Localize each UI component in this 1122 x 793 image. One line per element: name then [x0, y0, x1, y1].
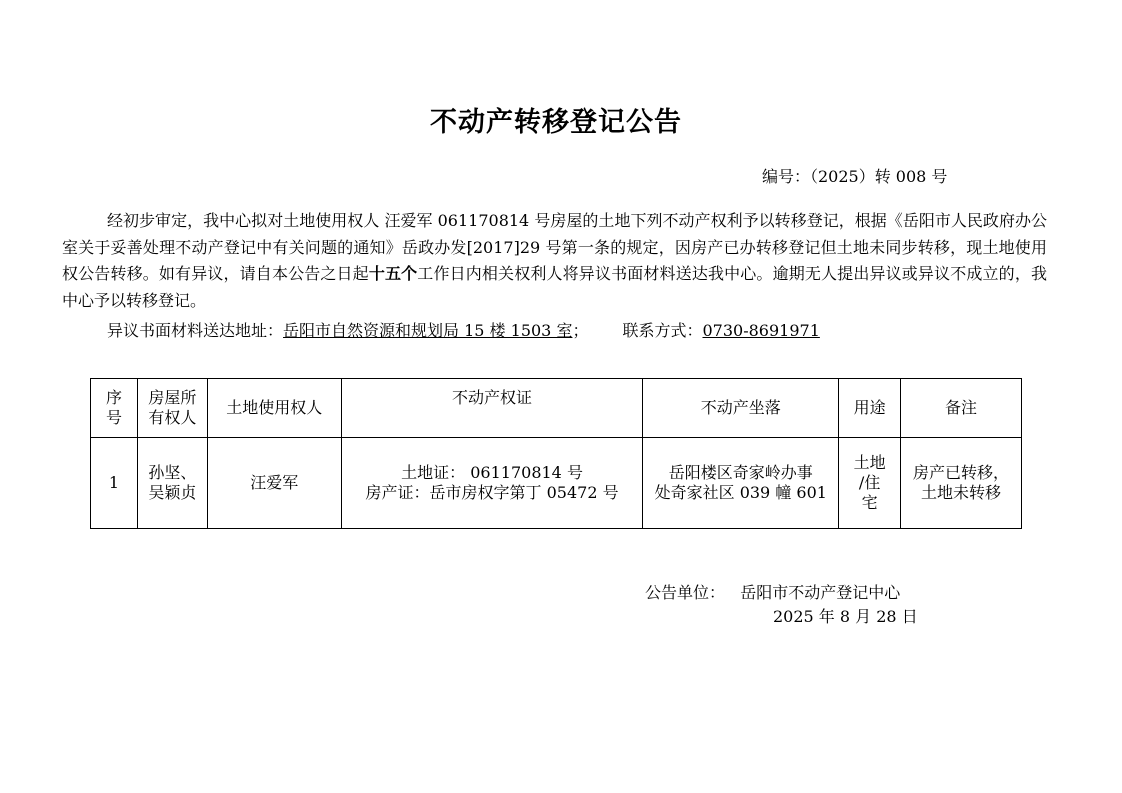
address-value: 岳阳市自然资源和规划局 15 楼 1503 室 — [283, 321, 573, 340]
issue-date: 2025 年 8 月 28 日 — [773, 607, 918, 626]
objection-info — [107, 318, 820, 341]
header-seq: 序 号 — [91, 379, 138, 438]
announcement-body — [62, 208, 1047, 314]
issuer-line — [645, 580, 900, 603]
header-location: 不动产坐落 — [643, 379, 839, 438]
issuer-label: 公告单位： — [645, 583, 726, 602]
body-text-part2: 工作日内相关权利人将异议书面材料送达我中心。逾期无人提出异议或异议不成立的，我中心予以转移登记。 — [62, 264, 1047, 310]
cell-location: 岳阳楼区奇家岭办事 处奇家社区 039 幢 601 — [643, 438, 839, 529]
header-land-user: 土地使用权人 — [207, 379, 341, 438]
cell-owner: 孙坚、 吴颖贞 — [137, 438, 207, 529]
table-row — [91, 438, 1022, 529]
issuer-name: 岳阳市不动产登记中心 — [740, 583, 901, 602]
cell-remark: 房产已转移， 土地未转移 — [901, 438, 1022, 529]
body-text-part1: 经初步审定，我中心拟对土地使用权人 汪爱军 061170814 号房屋的土地下列不动产权利予以转移登记，根据《岳阳市人民政府办公室关于妥善处理不动产登记中有关问题的通知》岳政办发[2017]29 号第一条的规定，因房产已办转移登记但土地未同步转移，现土地使用权公告转移。如有异议，请自本公告之日起 — [62, 211, 1047, 283]
cell-usage: 土地 /住 宅 — [839, 438, 901, 529]
header-remark: 备注 — [901, 379, 1022, 438]
cell-certificate: 土地证： 061170814 号 房产证：岳市房权字第丁 05472 号 — [341, 438, 643, 529]
table-header-row — [91, 379, 1022, 438]
header-usage: 用途 — [839, 379, 901, 438]
document-number: 编号：（2025）转 008 号 — [762, 167, 948, 186]
contact-value: 0730-8691971 — [702, 321, 820, 340]
cell-land-user: 汪爱军 — [207, 438, 341, 529]
page-title: 不动产转移登记公告 — [430, 107, 682, 138]
address-separator: ； — [572, 321, 589, 340]
contact-label: 联系方式： — [622, 321, 703, 340]
header-owner: 房屋所 有权人 — [137, 379, 207, 438]
address-label: 异议书面材料送达地址： — [107, 321, 284, 340]
body-emphasis: 十五个 — [368, 264, 418, 283]
header-certificate: 不动产权证 — [341, 379, 643, 438]
cell-seq: 1 — [91, 438, 138, 529]
property-table — [90, 378, 1022, 529]
